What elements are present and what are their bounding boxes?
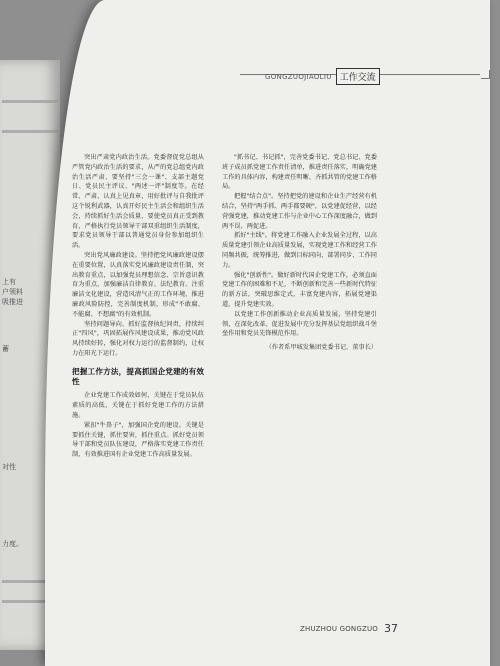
paragraph: "抓书记、书记抓"，完善党委书记、党总书记、党委班子成员抓党建工作责任清单，推进责任落实，明确党建工作的具体内容，构建责任明晰、齐抓共管的党建工作格局。 xyxy=(222,154,377,191)
adjacent-text-4: 蓄 xyxy=(2,345,9,353)
header-title: 工作交流 xyxy=(336,68,380,85)
magazine-name: ZHUZHOU GONGZUO xyxy=(300,624,379,633)
paragraph: 企业党建工作成效如何，关键在于党员队伍素质的高低，关键在于抓好党建工作的方法措施。 xyxy=(72,392,204,419)
paragraph: 以党建工作创新推动企业高质量发展，坚持党建引领，在深化改革、促进发展中充分发挥基层党组织战斗堡垒作用和党员先锋模范作用。 xyxy=(222,310,377,338)
paragraph: 抓好"主线"。将党建工作融入企业发展全过程，以高质量党建引领企业高质量发展，实现党建工作和经营工作同频共振，统筹推进，做到目标同向、部署同步、工作同力。 xyxy=(222,232,377,269)
paragraph: 紧扣"牛鼻子"，加强国企党的建设。关键是要抓住关键，抓住要害，抓住重点。抓好党员领导干部和党员队伍建设，严格落实党建工作责任制，有效推进国有企业党建工作高质量发展。 xyxy=(72,421,204,459)
adjacent-text-5: 对性 xyxy=(2,463,16,471)
article-column-1 xyxy=(72,153,204,460)
page-footer xyxy=(300,622,398,635)
article-column-2 xyxy=(222,153,377,353)
paragraph: 坚持问题导向、抓好监督执纪问责，持续纠正"四风"，巩固拓展作风建设成果，推动党风政风持续好转，强化对权力运行的监督制约，让权力在阳光下运行。 xyxy=(72,320,204,357)
header-corner-mark xyxy=(481,70,490,79)
adjacent-text-6: 力度。 xyxy=(2,540,23,548)
page-number: 37 xyxy=(384,622,399,635)
header-pinyin: GONGZUOJIAOLIU xyxy=(265,72,332,81)
adjacent-text-3: 吸推进 xyxy=(2,298,23,306)
paragraph: 强化"创新性"。做好新时代国企党建工作，必须直面党建工作的困难和不足，不断创新和完善一些新时代特征的新方法，突破思维定式，丰富党建内容，拓展党建渠道，提升党建实效。 xyxy=(222,271,377,308)
adjacent-text-2: 户领料 xyxy=(2,288,23,296)
section-header xyxy=(265,68,380,85)
author-signature: （作者系甲城发集团党委书记、董事长） xyxy=(265,344,377,352)
paragraph: 突出党风廉政建设。坚持把党风廉政建设摆在重要位置，认真落实党风廉政建设责任制，突出教育重点，以加强党员理想信念、宗旨意识教育为重点，加强廉洁自律教育、法纪教育。注重廉洁文化建设，营造风清气正的工作环境，推进廉政风险防控，完善制度机制，形成"不敢腐、不能腐、不想腐"的有效机制。 xyxy=(72,251,204,318)
paragraph: 突出严肃党内政治生活。党委督促党总组从严管党内政治生活的要求，从严的党总组党内政治生活严肃、要坚持"三会一课"、支部主题党日、党员民主评议、"两述一评"制度等。在经常、严肃、认真上见真章，用好批评与自我批评这个锐利武器，认真开好民主生活会和组织生活会，持续抓好生活会质量，要使党员真正受到教育，严格执行党员领导干部双重组织生活制度，要求党员领导干部以普通党员身份参加组织生活。 xyxy=(72,154,204,250)
adjacent-text-1: 上有 xyxy=(2,278,16,286)
paragraph: 把握"结合点"。坚持把党的建设和企业生产经营有机结合，坚持"两手抓、两手都要硬"，以党建促经营，以经营强党建，推动党建工作与企业中心工作深度融合，做到两不误、两促进。 xyxy=(222,193,377,230)
section-heading: 把握工作方法，提高抓国企党建的有效性 xyxy=(72,366,204,386)
